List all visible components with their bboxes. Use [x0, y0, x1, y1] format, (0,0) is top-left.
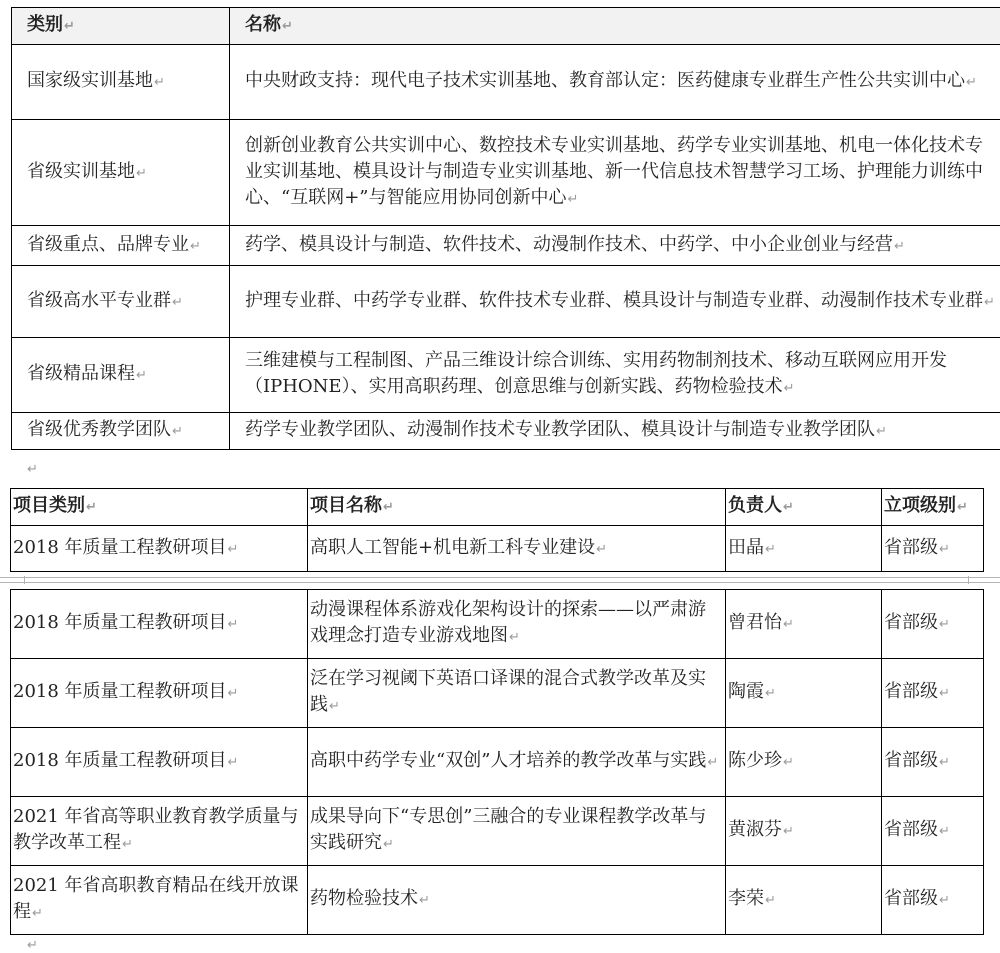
- project-title-cell: 药物检验技术↵: [308, 866, 726, 935]
- table-row: [11, 590, 984, 659]
- header-level: 立项级别↵: [882, 489, 984, 526]
- table-row: [12, 226, 1000, 266]
- table-row: [11, 797, 984, 866]
- name-cell: 中央财政支持：现代电子技术实训基地、教育部认定：医药健康专业群生产性公共实训中心↵: [230, 45, 1000, 120]
- project-title-cell: 泛在学习视阈下英语口译课的混合式教学改革及实践↵: [308, 659, 726, 728]
- project-title-cell: 成果导向下“专思创”三融合的专业课程教学改革与实践研究↵: [308, 797, 726, 866]
- project-type-cell: 2018 年质量工程教研项目↵: [11, 526, 308, 572]
- paragraph-mark: ↵: [27, 462, 38, 477]
- category-cell: 省级实训基地↵: [12, 120, 230, 226]
- table-row: [12, 266, 1000, 338]
- project-type-cell: 2021 年省高职教育精品在线开放课程↵: [11, 866, 308, 935]
- base-honors-table: [11, 7, 1000, 450]
- leader-cell: 黄淑芬↵: [726, 797, 882, 866]
- table-row: [12, 338, 1000, 413]
- level-cell: 省部级↵: [882, 590, 984, 659]
- leader-cell: 曾君怡↵: [726, 590, 882, 659]
- category-cell: 省级重点、品牌专业↵: [12, 226, 230, 266]
- table-row: [12, 45, 1000, 120]
- level-cell: 省部级↵: [882, 728, 984, 797]
- header-project-name: 项目名称↵: [308, 489, 726, 526]
- category-cell: 国家级实训基地↵: [12, 45, 230, 120]
- table-row: [11, 659, 984, 728]
- projects-table-part-1: [10, 488, 984, 572]
- page-break: [0, 576, 1000, 584]
- level-cell: 省部级↵: [882, 866, 984, 935]
- leader-cell: 李荣↵: [726, 866, 882, 935]
- table-header-row: [11, 489, 984, 526]
- project-type-cell: 2021 年省高等职业教育教学质量与教学改革工程↵: [11, 797, 308, 866]
- table-header-row: [12, 8, 1000, 45]
- header-name: 名称↵: [230, 8, 1000, 45]
- table-row: [12, 413, 1000, 450]
- header-project-type: 项目类别↵: [11, 489, 308, 526]
- project-type-cell: 2018 年质量工程教研项目↵: [11, 659, 308, 728]
- table-row: [11, 526, 984, 572]
- name-cell: 药学、模具设计与制造、软件技术、动漫制作技术、中药学、中小企业创业与经营↵: [230, 226, 1000, 266]
- project-type-cell: 2018 年质量工程教研项目↵: [11, 590, 308, 659]
- name-cell: 护理专业群、中药学专业群、软件技术专业群、模具设计与制造专业群、动漫制作技术专业群↵: [230, 266, 1000, 338]
- category-cell: 省级高水平专业群↵: [12, 266, 230, 338]
- project-title-cell: 高职人工智能+机电新工科专业建设↵: [308, 526, 726, 572]
- level-cell: 省部级↵: [882, 659, 984, 728]
- name-cell: 三维建模与工程制图、产品三维设计综合训练、实用药物制剂技术、移动互联网应用开发（IPHONE）、实用高职药理、创意思维与创新实践、药物检验技术↵: [230, 338, 1000, 413]
- category-cell: 省级优秀教学团队↵: [12, 413, 230, 450]
- category-cell: 省级精品课程↵: [12, 338, 230, 413]
- leader-cell: 田晶↵: [726, 526, 882, 572]
- leader-cell: 陶霞↵: [726, 659, 882, 728]
- name-cell: 药学专业教学团队、动漫制作技术专业教学团队、模具设计与制造专业教学团队↵: [230, 413, 1000, 450]
- header-leader: 负责人↵: [726, 489, 882, 526]
- paragraph-mark: ↵: [27, 938, 38, 953]
- table-row: [11, 866, 984, 935]
- level-cell: 省部级↵: [882, 797, 984, 866]
- table-row: [11, 728, 984, 797]
- project-title-cell: 高职中药学专业“双创”人才培养的教学改革与实践↵: [308, 728, 726, 797]
- project-type-cell: 2018 年质量工程教研项目↵: [11, 728, 308, 797]
- project-title-cell: 动漫课程体系游戏化架构设计的探索——以严肃游戏理念打造专业游戏地图↵: [308, 590, 726, 659]
- level-cell: 省部级↵: [882, 526, 984, 572]
- projects-table-part-2: [10, 589, 984, 935]
- header-category: 类别↵: [12, 8, 230, 45]
- name-cell: 创新创业教育公共实训中心、数控技术专业实训基地、药学专业实训基地、机电一体化技术专业实训基地、模具设计与制造专业实训基地、新一代信息技术智慧学习工场、护理能力训练中心、“互联网+”与智能应用协同创新中心↵: [230, 120, 1000, 226]
- leader-cell: 陈少珍↵: [726, 728, 882, 797]
- table-row: [12, 120, 1000, 226]
